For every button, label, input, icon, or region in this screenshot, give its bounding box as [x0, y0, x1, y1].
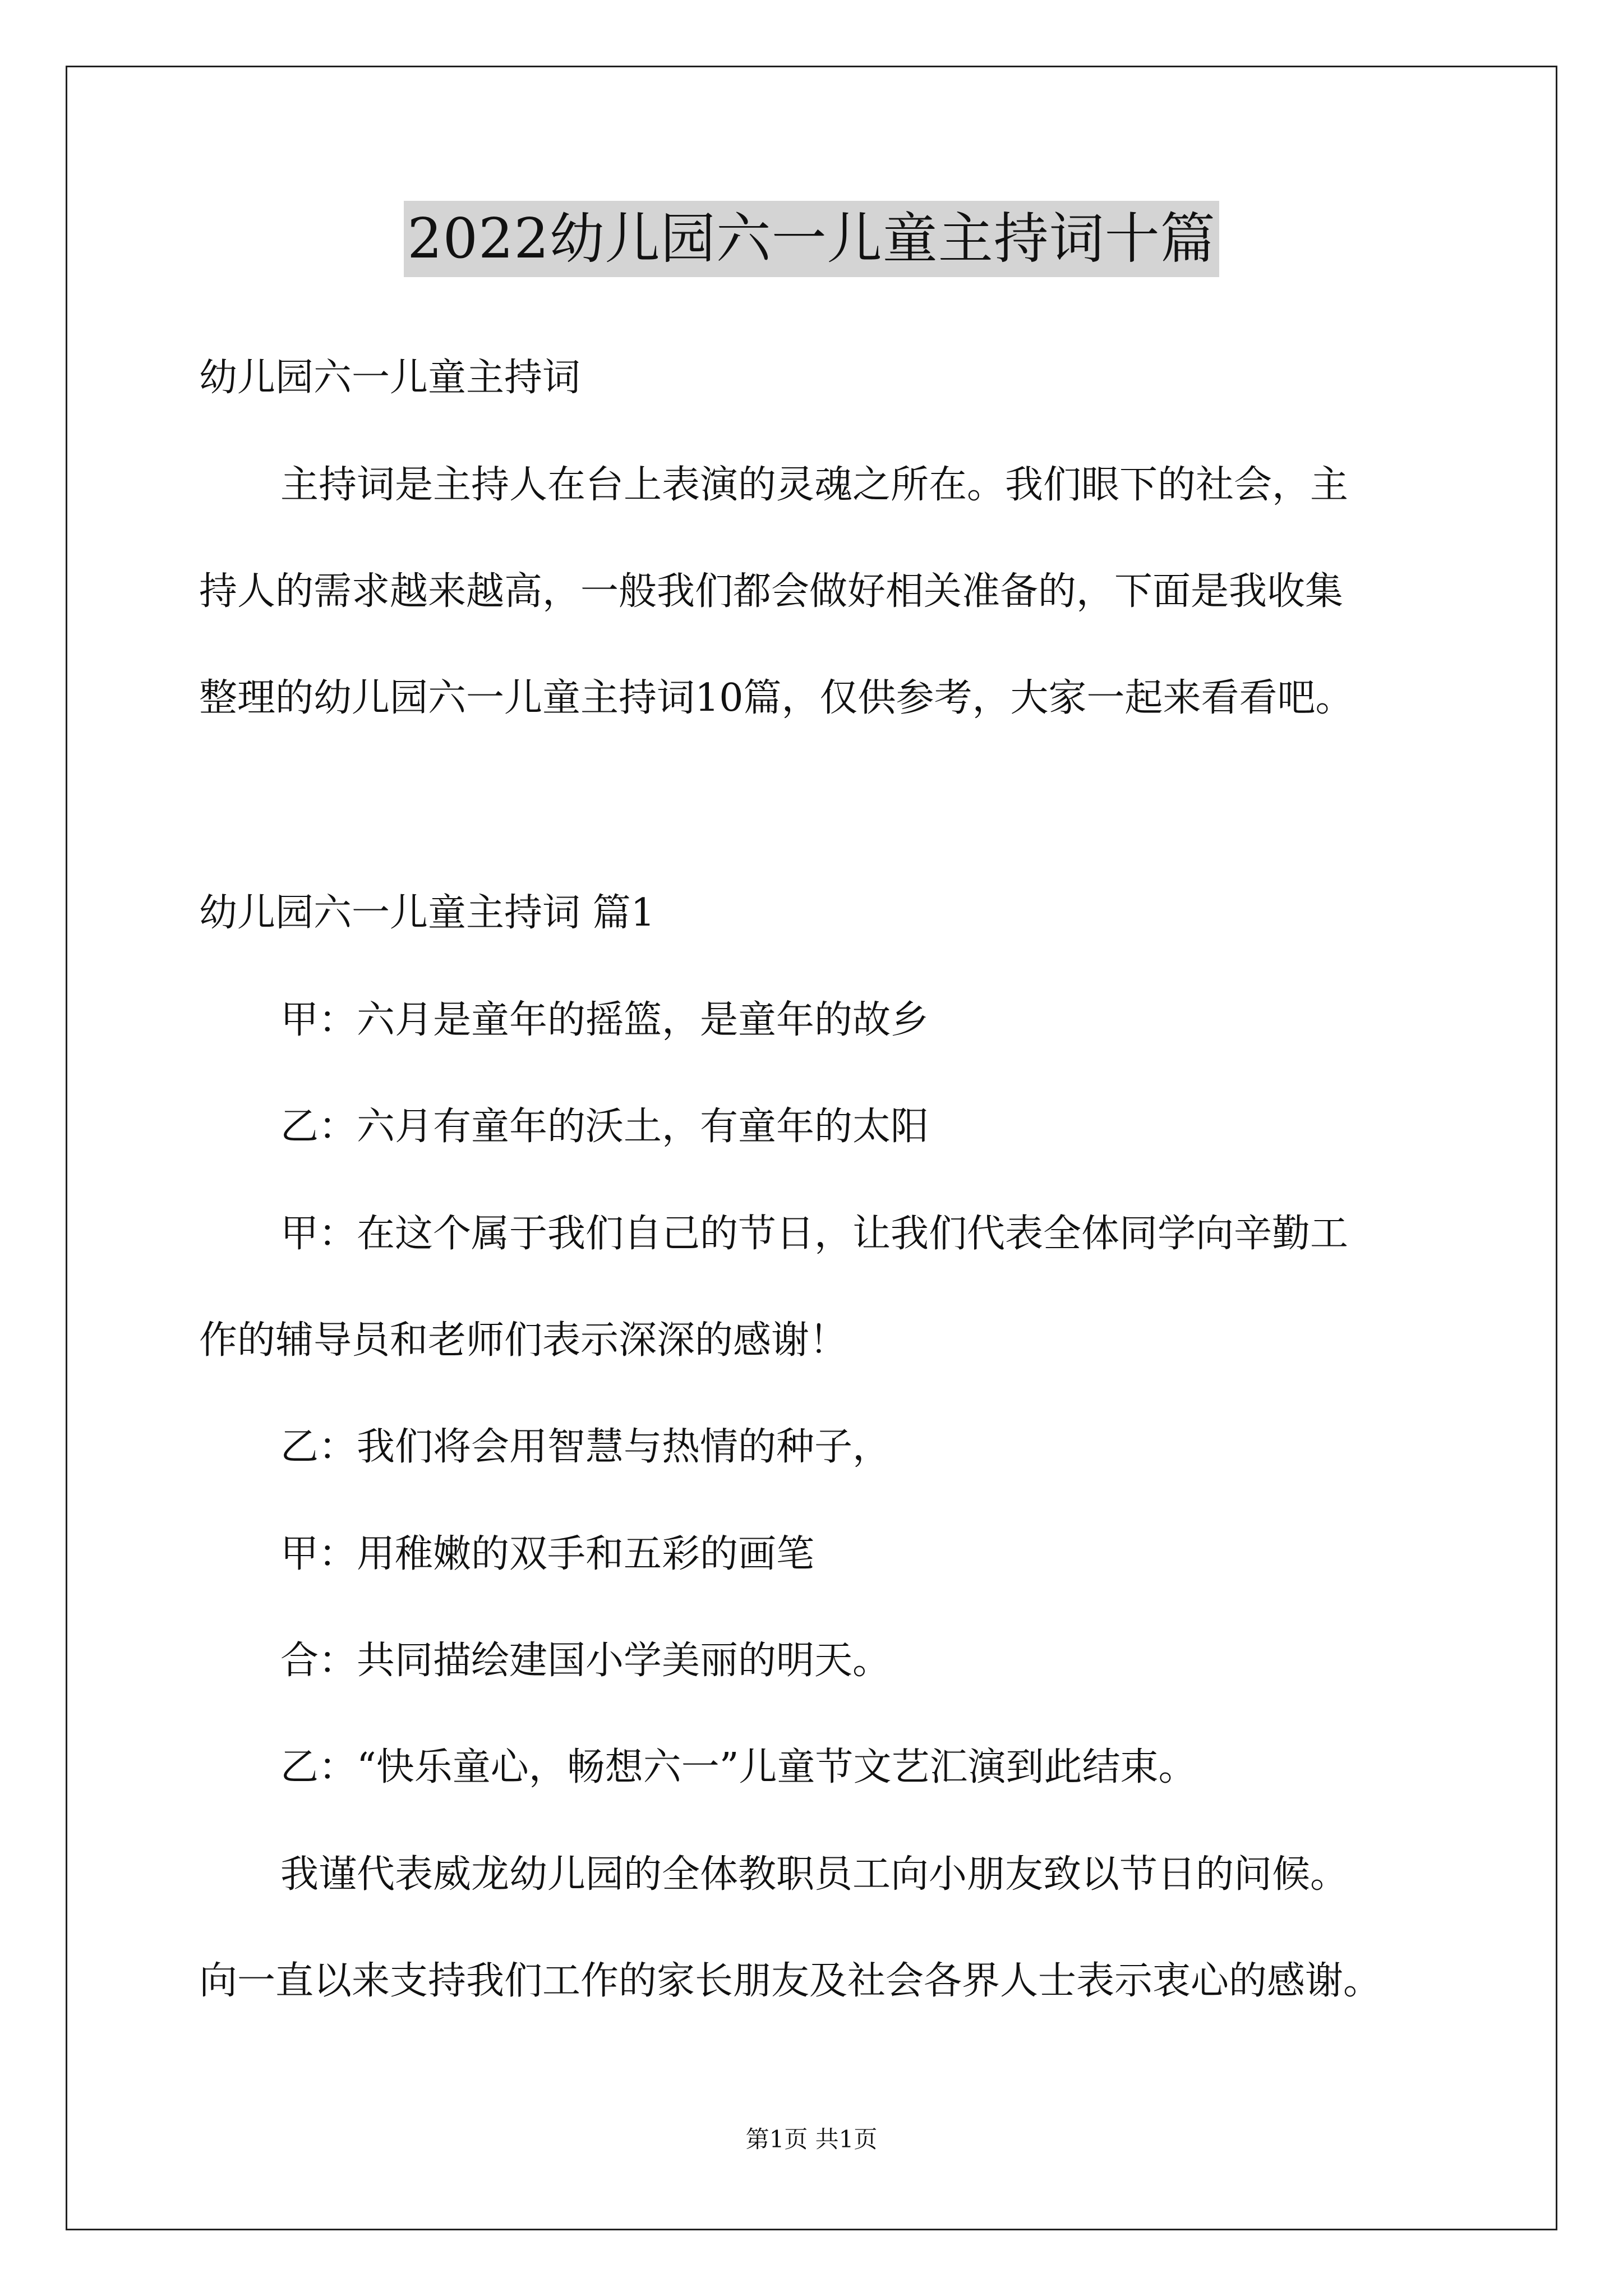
- title-container: [0, 201, 1623, 277]
- script-line-2: 乙：六月有童年的沃土，有童年的太阳: [280, 1105, 929, 1149]
- script-line-5: 乙：我们将会用智慧与热情的种子，: [280, 1425, 891, 1469]
- script-line-7: 合：共同描绘建国小学美丽的明天。: [280, 1639, 891, 1683]
- script-line-8: 乙：“快乐童心，畅想六一”儿童节文艺汇演到此结束。: [280, 1745, 1197, 1789]
- intro-line-3: 整理的幼儿园六一儿童主持词10篇，仅供参考，大家一起来看看吧。: [199, 676, 1354, 720]
- script-line-10: 向一直以来支持我们工作的家长朋友及社会各界人士表示衷心的感谢。: [199, 1959, 1382, 2003]
- section-heading-1: 幼儿园六一儿童主持词 篇1: [199, 891, 655, 935]
- section-heading-main: 幼儿园六一儿童主持词: [199, 356, 581, 400]
- intro-line-1: 主持词是主持人在台上表演的灵魂之所在。我们眼下的社会，主: [280, 463, 1349, 507]
- page-footer: 第1页 共1页: [745, 2125, 878, 2153]
- document-title: 2022幼儿园六一儿童主持词十篇: [404, 201, 1219, 277]
- intro-line-2: 持人的需求越来越高，一般我们都会做好相关准备的，下面是我收集: [199, 569, 1344, 614]
- script-line-6: 甲：用稚嫩的双手和五彩的画笔: [280, 1532, 815, 1576]
- script-line-3: 甲：在这个属于我们自己的节日，让我们代表全体同学向辛勤工: [280, 1212, 1349, 1256]
- script-line-9: 我谨代表威龙幼儿园的全体教职员工向小朋友致以节日的问候。: [280, 1852, 1349, 1897]
- script-line-1: 甲：六月是童年的摇篮，是童年的故乡: [280, 998, 929, 1042]
- script-line-4: 作的辅导员和老师们表示深深的感谢！: [199, 1318, 848, 1363]
